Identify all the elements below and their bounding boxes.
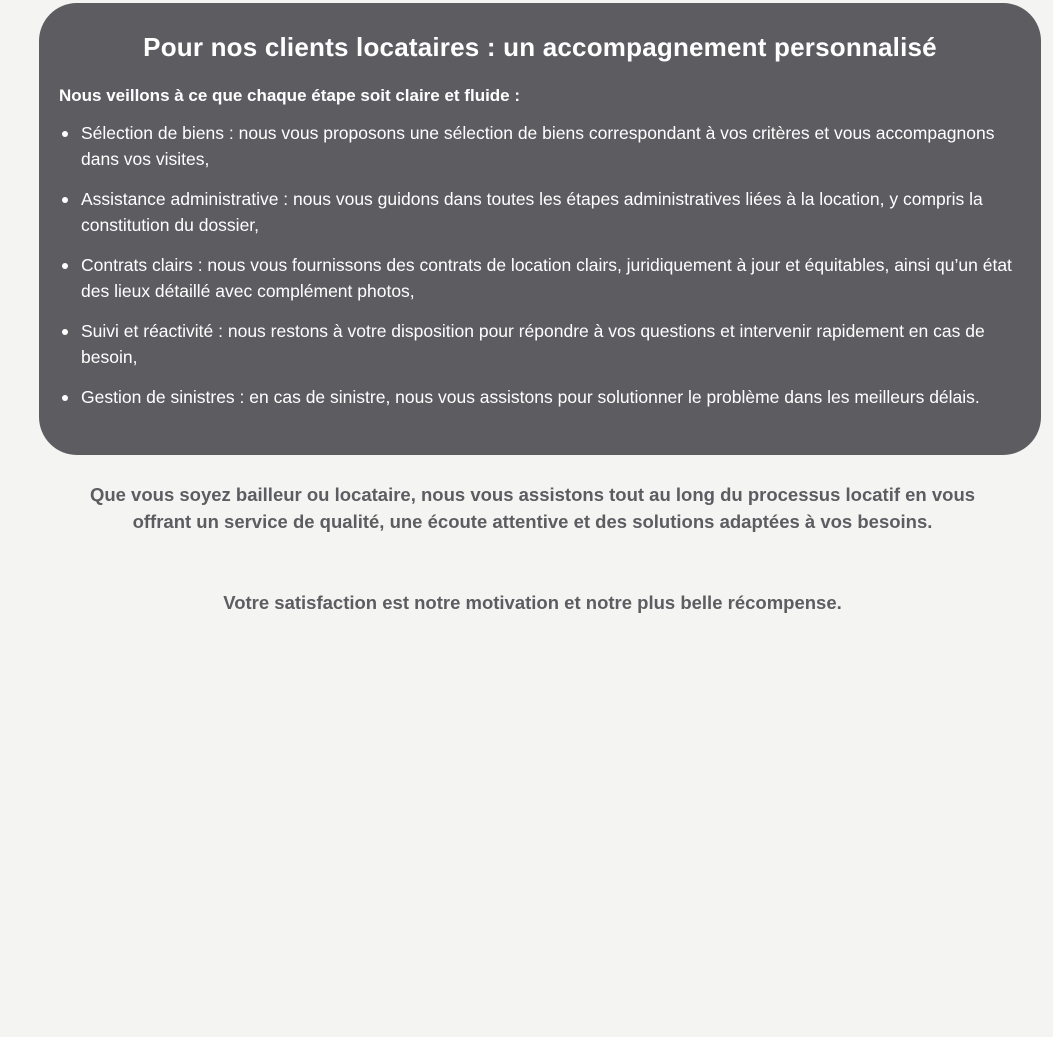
bullet-icon (62, 131, 68, 137)
service-item-administrative (59, 186, 1021, 238)
bullet-icon (62, 263, 68, 269)
tenant-services-card (39, 3, 1041, 455)
service-item-text: Assistance administrative : nous vous guidons dans toutes les étapes administratives liées à la location, y compris la constitution du dossier, (81, 189, 983, 235)
card-intro: Nous veillons à ce que chaque étape soit claire et fluide : (59, 86, 521, 105)
service-item-claims (59, 384, 1021, 410)
service-list (59, 120, 1021, 410)
service-item-text: Sélection de biens : nous vous proposons une sélection de biens correspondant à vos critères et vous accompagnons dans vos visites, (81, 123, 995, 169)
bullet-icon (62, 197, 68, 203)
bullet-icon (62, 329, 68, 335)
service-item-text: Suivi et réactivité : nous restons à votre disposition pour répondre à vos questions et intervenir rapidement en cas de besoin, (81, 321, 985, 367)
card-title: Pour nos clients locataires : un accompagnement personnalisé (143, 32, 937, 62)
service-item-text: Gestion de sinistres : en cas de sinistre, nous vous assistons pour solutionner le problème dans les meilleurs délais. (81, 387, 980, 407)
satisfaction-statement: Votre satisfaction est notre motivation et notre plus belle récompense. (223, 592, 842, 613)
closing-paragraph: Que vous soyez bailleur ou locataire, nous vous assistons tout au long du processus locatif en vous offrant un service de qualité, une écoute attentive et des solutions adaptées à vos besoins. (89, 484, 976, 532)
service-item-contracts (59, 252, 1021, 304)
service-item-text: Contrats clairs : nous vous fournissons des contrats de location clairs, juridiquement à jour et équitables, ainsi qu’un état des lieux détaillé avec complément photos, (81, 255, 1012, 301)
bullet-icon (62, 395, 68, 401)
service-item-selection (59, 120, 1021, 172)
service-item-follow-up (59, 318, 1021, 370)
